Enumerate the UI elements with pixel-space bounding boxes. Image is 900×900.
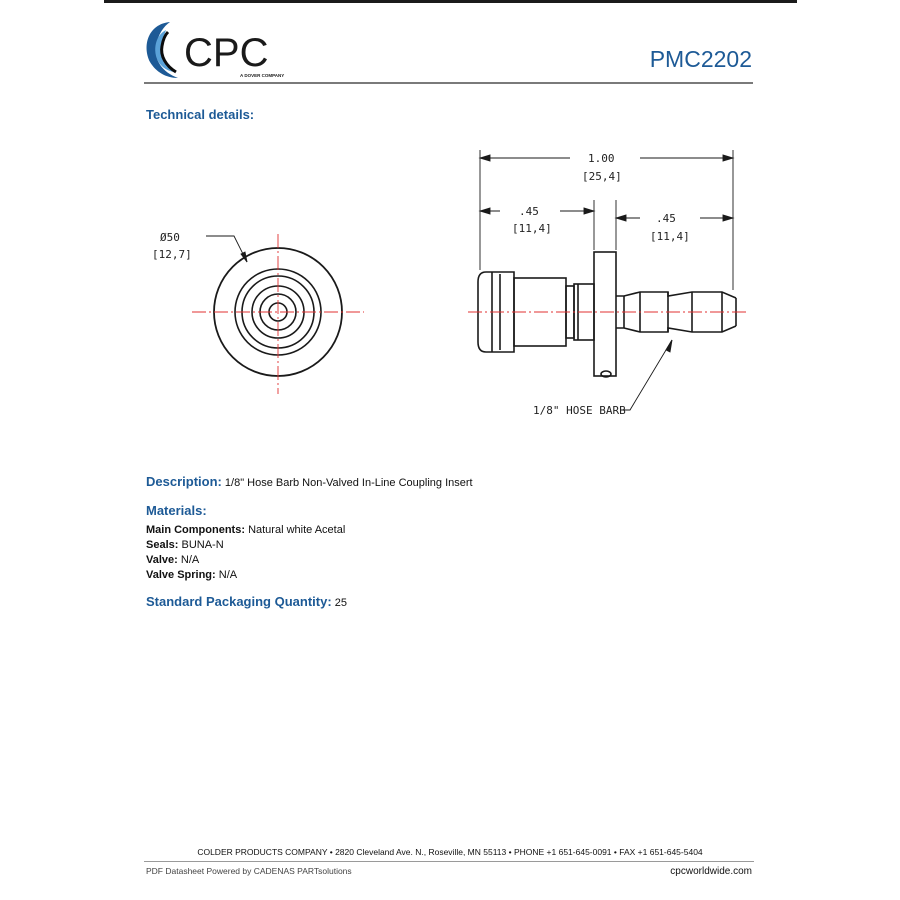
seals-value: BUNA-N: [181, 539, 224, 551]
materials-main-components: [146, 524, 345, 536]
right-length-metric: [11,4]: [650, 230, 690, 243]
description-title: Description:: [146, 474, 222, 489]
materials-title: Materials:: [146, 503, 207, 518]
footer-powered-by: PDF Datasheet Powered by CADENAS PARTsolutions: [146, 866, 352, 876]
description-text: 1/8" Hose Barb Non-Valved In-Line Coupling Insert: [224, 477, 473, 489]
packaging-value: 25: [334, 597, 347, 609]
valve-label: Valve:: [146, 554, 178, 566]
right-length: .45: [656, 212, 676, 225]
front-view-centerlines: [192, 234, 364, 394]
materials-valve: [146, 554, 199, 566]
valve-value: N/A: [180, 554, 200, 566]
side-view: [478, 252, 736, 377]
diameter-leader: [206, 236, 247, 262]
seals-label: Seals:: [146, 539, 179, 551]
footer-address: COLDER PRODUCTS COMPANY • 2820 Cleveland Ave. N., Roseville, MN 55113 • PHONE +1 651-645-0091 • FAX +1 651-645-5404: [197, 847, 703, 857]
footer-website-link[interactable]: cpcworldwide.com: [670, 866, 752, 877]
description-line: [146, 474, 473, 489]
left-length-metric: [11,4]: [512, 222, 552, 235]
left-length: .45: [519, 205, 539, 218]
technical-details-title: Technical details:: [146, 107, 255, 122]
valve-spring-label: Valve Spring:: [146, 569, 216, 581]
svg-text:CPC: CPC: [184, 31, 269, 75]
valve-spring-value: N/A: [218, 569, 238, 581]
packaging-title: Standard Packaging Quantity:: [146, 594, 332, 609]
diameter-metric: [12,7]: [152, 248, 192, 261]
svg-text:A DOVER COMPANY: A DOVER COMPANY: [240, 73, 285, 78]
materials-seals: [146, 539, 224, 551]
part-number: PMC2202: [649, 46, 752, 72]
hose-barb-callout: 1/8" HOSE BARB: [533, 404, 626, 417]
overall-length: 1.00: [588, 152, 615, 165]
diameter-label: Ø50: [160, 231, 180, 244]
footer-rule: [144, 861, 754, 862]
materials-valve-spring: [146, 569, 237, 581]
overall-length-metric: [25,4]: [582, 170, 622, 183]
main-components-label: Main Components:: [146, 524, 245, 536]
packaging-line: [146, 594, 347, 609]
main-components-value: Natural white Acetal: [248, 524, 346, 536]
